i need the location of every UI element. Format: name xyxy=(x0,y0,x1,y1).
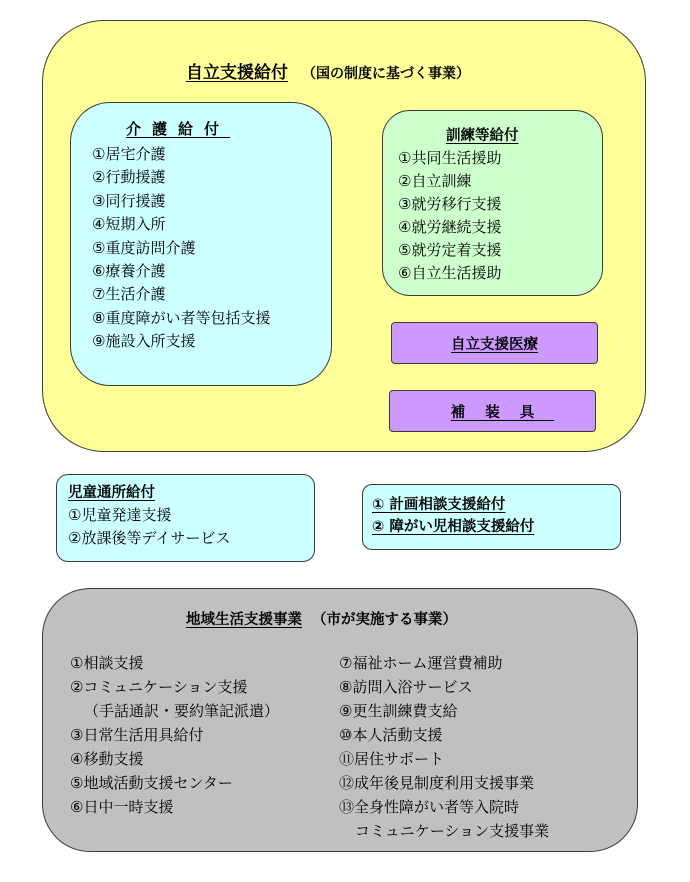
list-item: ⑤就労定着支援 xyxy=(398,241,502,259)
jido-tsusho-kyufu-list xyxy=(68,504,230,550)
jiritsu-shien-iryo-box xyxy=(391,322,598,364)
list-item: ⑥自立生活援助 xyxy=(398,264,502,282)
list-item: ④短期入所 xyxy=(92,215,166,234)
list-item: ⑥療養介護 xyxy=(92,262,166,281)
list-item: ⑬全身性障がい者等入院時 xyxy=(339,798,520,816)
jiritsu-shien-iryo-label: 自立支援医療 xyxy=(451,336,538,353)
list-item: ⑨施設入所支援 xyxy=(92,332,196,351)
list-item: ④移動支援 xyxy=(70,750,144,768)
list-item: ⑧重度障がい者等包括支援 xyxy=(92,308,271,327)
list-item: ⑫成年後見制度利用支援事業 xyxy=(339,774,535,792)
kaigo-kyufu-list xyxy=(92,143,270,354)
list-item: ⑤重度訪問介護 xyxy=(92,238,196,257)
chiiki-right-list xyxy=(339,651,549,843)
list-item: ③就労移行支援 xyxy=(398,195,502,213)
kunren-tou-kyufu-title: 訓練等給付 xyxy=(446,128,519,144)
hosogu-box xyxy=(389,390,596,432)
list-item: ②コミュニケーション支援 xyxy=(70,678,248,696)
jiritsu-shien-kyufu-subtitle: （国の制度に基づく事業） xyxy=(302,66,470,82)
kunren-tou-kyufu-list xyxy=(398,147,501,285)
list-item: ①共同生活援助 xyxy=(398,149,502,167)
list-item: ③同行援護 xyxy=(92,191,166,210)
list-item: ①相談支援 xyxy=(70,654,144,672)
list-item: ⑨更生訓練費支給 xyxy=(339,702,458,720)
chiiki-left-list xyxy=(70,651,279,819)
list-item: ① 計画相談支援給付 xyxy=(372,497,506,513)
list-item: ⑩本人活動支援 xyxy=(339,726,443,744)
kaigo-kyufu-title: 介護給付 xyxy=(126,120,231,138)
jiritsu-shien-kyufu-heading xyxy=(186,58,470,83)
chiiki-seikatsu-shien-heading xyxy=(186,608,457,629)
soudan-shien-kyufu-list xyxy=(372,494,534,538)
list-item: ⑦福祉ホーム運営費補助 xyxy=(339,654,503,672)
list-item: ②自立訓練 xyxy=(398,172,472,190)
list-item: ①居宅介護 xyxy=(92,145,166,163)
list-item: ⑦生活介護 xyxy=(92,285,166,304)
list-item: ⑤地域活動支援センター xyxy=(70,774,233,792)
hosogu-label: 補装具 xyxy=(450,404,555,421)
list-item: ②行動援護 xyxy=(92,168,166,187)
list-item: ①児童発達支援 xyxy=(68,506,172,524)
list-item: ④就労継続支援 xyxy=(398,218,502,236)
jido-tsusho-kyufu-title: 児童通所給付 xyxy=(68,485,155,501)
list-item: ⑪居住サポート xyxy=(339,750,445,768)
chiiki-seikatsu-shien-title: 地域生活支援事業 xyxy=(186,612,302,628)
list-item: ⑧訪問入浴サービス xyxy=(339,678,473,696)
list-item: ②放課後等デイサービス xyxy=(68,529,231,547)
list-item: ⑥日中一時支援 xyxy=(70,798,174,816)
jiritsu-shien-kyufu-title: 自立支援給付 xyxy=(186,63,288,83)
list-item: （手話通訳・要約筆記派遣） xyxy=(84,702,280,720)
list-item: ③日常生活用具給付 xyxy=(70,726,204,744)
chiiki-seikatsu-shien-subtitle: （市が実施する事業） xyxy=(312,612,457,628)
list-item: ② 障がい児相談支援給付 xyxy=(372,519,535,535)
list-item: コミュニケーション支援事業 xyxy=(355,822,550,840)
